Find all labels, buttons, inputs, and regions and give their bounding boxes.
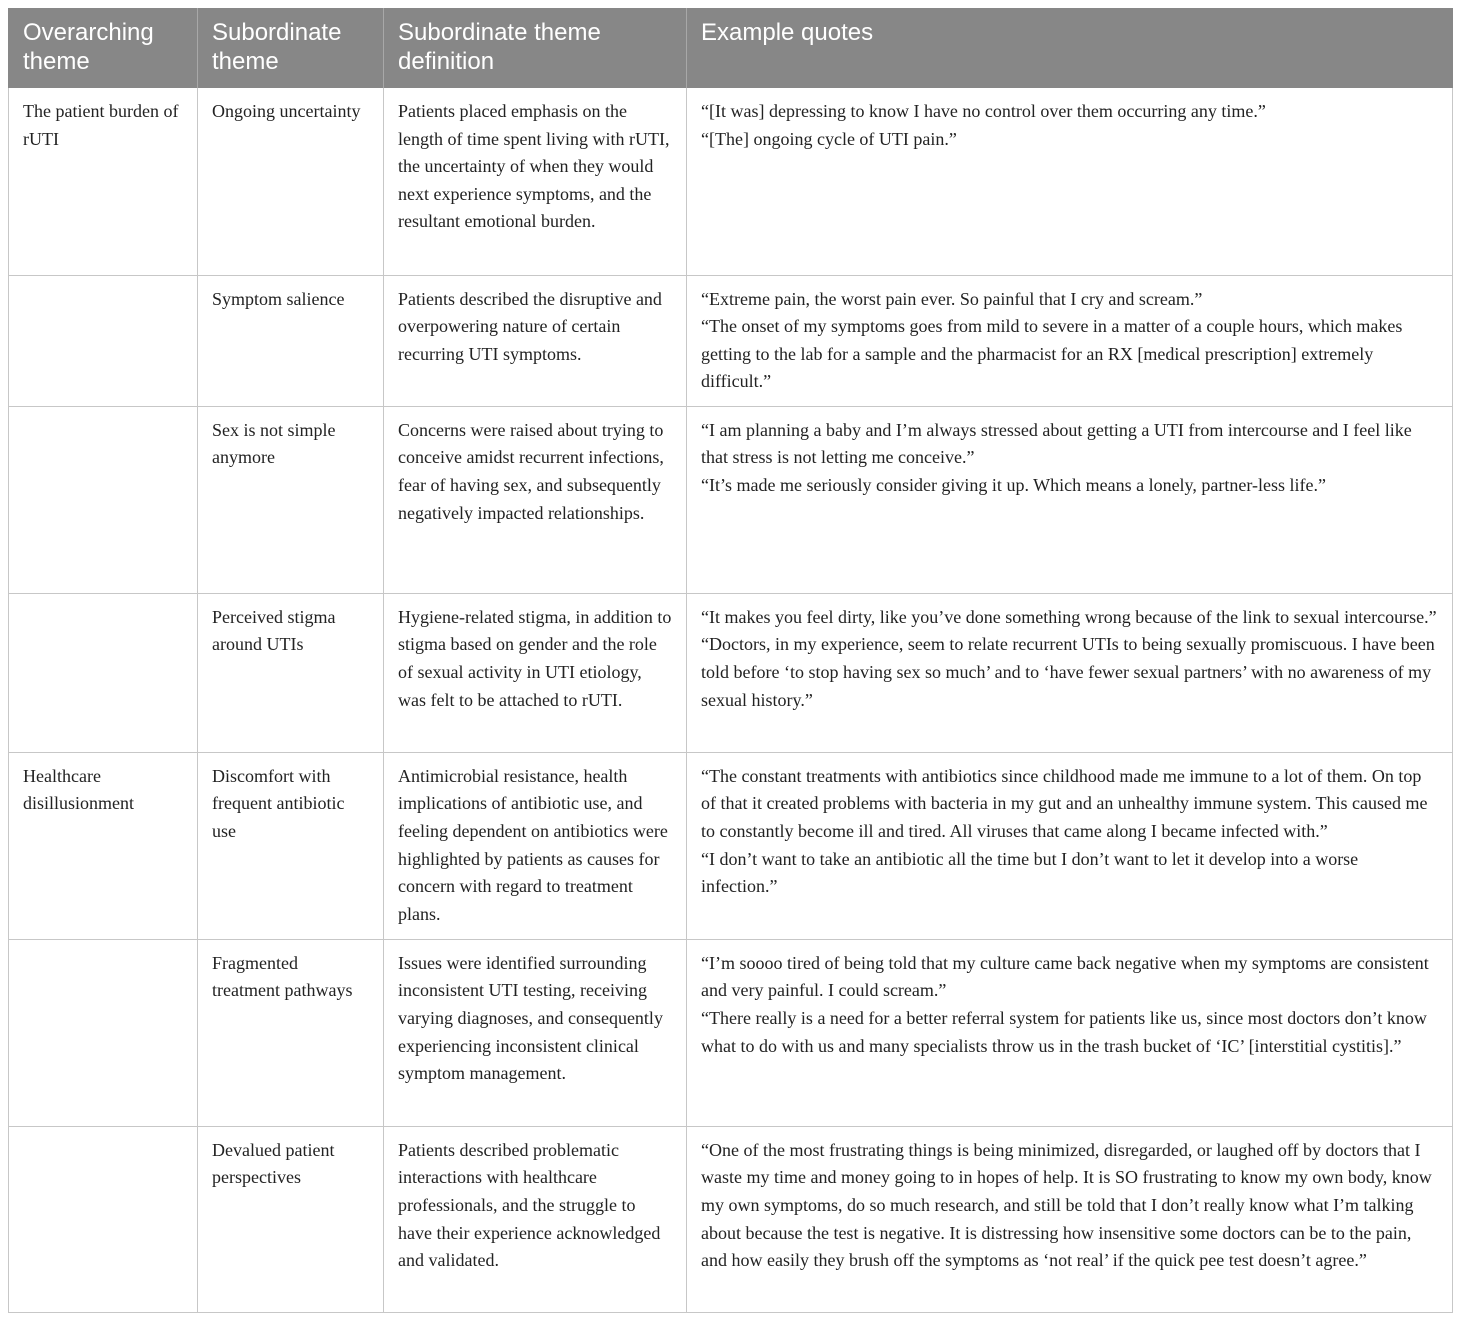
table-row xyxy=(9,88,1453,275)
quote: “I am planning a baby and I’m always stressed about getting a UTI from intercourse and I feel like that stress is not letting me conceive.” xyxy=(701,419,1412,468)
example-quotes-cell xyxy=(687,88,1453,275)
example-quotes-cell xyxy=(687,752,1453,939)
quote: “[The] ongoing cycle of UTI pain.” xyxy=(701,128,957,149)
overarching-theme-cell xyxy=(9,939,198,1126)
table-row xyxy=(9,752,1453,939)
table-row xyxy=(9,593,1453,752)
header-example-quotes: Example quotes xyxy=(687,8,1453,88)
theme-definition-cell: Antimicrobial resistance, health implications of antibiotic use, and feeling dependent on antibiotics were highlighted by patients as causes for concern with regard to treatment plans. xyxy=(384,752,687,939)
quote: “I don’t want to take an antibiotic all the time but I don’t want to let it develop into a worse infection.” xyxy=(701,848,1359,897)
example-quotes-cell xyxy=(687,406,1453,593)
example-quotes-cell xyxy=(687,939,1453,1126)
quote: “The constant treatments with antibiotics since childhood made me immune to a lot of them. On top of that it created problems with bacteria in my gut and an unhealthy immune system. This caused me to constantly become ill and tired. All viruses that came along I became infected with.” xyxy=(701,765,1428,842)
quote: “One of the most frustrating things is being minimized, disregarded, or laughed off by doctors that I waste my time and money going to in hopes of help. It is SO frustrating to know my own body, know my own symptoms, do so much research, and still be told that I don’t really know what I’m talking about because the test is negative. It is distressing how insensitive some doctors can be to the pain, and how easily they brush off the symptoms as ‘not real’ if the quick pee test doesn’t agree.” xyxy=(701,1139,1432,1271)
table-row xyxy=(9,406,1453,593)
table-row xyxy=(9,939,1453,1126)
theme-definition-cell: Patients placed emphasis on the length of time spent living with rUTI, the uncertainty of when they would next experience symptoms, and the resultant emotional burden. xyxy=(384,88,687,275)
theme-definition-cell: Hygiene-related stigma, in addition to stigma based on gender and the role of sexual activity in UTI etiology, was felt to be attached to rUTI. xyxy=(384,593,687,752)
example-quotes-cell xyxy=(687,1126,1453,1312)
quote: “Doctors, in my experience, seem to relate recurrent UTIs to being sexually promiscuous. I have been told before ‘to stop having sex so much’ and to ‘have fewer sexual partners’ with no awareness of my sexual history.” xyxy=(701,634,1435,710)
quote: “I’m soooo tired of being told that my culture came back negative when my symptoms are consistent and very painful. I could scream.” xyxy=(701,952,1429,1001)
subordinate-theme-cell: Symptom salience xyxy=(198,275,384,406)
table-row xyxy=(9,275,1453,406)
quote: “There really is a need for a better referral system for patients like us, since most doctors don’t know what to do with us and many specialists throw us in the trash bucket of ‘IC’ [interstitial cystitis].” xyxy=(701,1008,1427,1056)
overarching-theme-cell xyxy=(9,406,198,593)
overarching-theme-cell: The patient burden of rUTI xyxy=(9,88,198,275)
header-theme-definition: Subordinate theme definition xyxy=(384,8,687,88)
table-body xyxy=(9,88,1453,1312)
quote: “It makes you feel dirty, like you’ve done something wrong because of the link to sexual intercourse.” xyxy=(701,606,1437,627)
overarching-theme-cell xyxy=(9,275,198,406)
quote: “Extreme pain, the worst pain ever. So painful that I cry and scream.” xyxy=(701,288,1203,309)
theme-definition-cell: Patients described the disruptive and overpowering nature of certain recurring UTI symptoms. xyxy=(384,275,687,406)
example-quotes-cell xyxy=(687,593,1453,752)
table-header xyxy=(9,8,1453,88)
overarching-theme-cell xyxy=(9,593,198,752)
theme-definition-cell: Issues were identified surrounding inconsistent UTI testing, receiving varying diagnoses, and consequently experiencing inconsistent clinical symptom management. xyxy=(384,939,687,1126)
subordinate-theme-cell: Discomfort with frequent antibiotic use xyxy=(198,752,384,939)
subordinate-theme-cell: Sex is not simple anymore xyxy=(198,406,384,593)
quote: “[It was] depressing to know I have no control over them occurring any time.” xyxy=(701,101,1266,121)
subordinate-theme-cell: Fragmented treatment pathways xyxy=(198,939,384,1126)
subordinate-theme-cell: Perceived stigma around UTIs xyxy=(198,593,384,752)
theme-definition-cell: Patients described problematic interactions with healthcare professionals, and the struggle to have their experience acknowledged and validated. xyxy=(384,1126,687,1312)
header-subordinate-theme: Subordinate theme xyxy=(198,8,384,88)
quote: “The onset of my symptoms goes from mild to severe in a matter of a couple hours, which makes getting to the lab for a sample and the pharmacist for an RX [medical prescription] extremely difficult.” xyxy=(701,316,1403,392)
subordinate-theme-cell: Ongoing uncertainty xyxy=(198,88,384,275)
subordinate-theme-cell: Devalued patient perspectives xyxy=(198,1126,384,1312)
themes-table xyxy=(8,8,1453,1313)
overarching-theme-cell: Healthcare disillusionment xyxy=(9,752,198,939)
header-row xyxy=(9,8,1453,88)
header-overarching-theme: Overarching theme xyxy=(9,8,198,88)
theme-definition-cell: Concerns were raised about trying to conceive amidst recurrent infections, fear of having sex, and subsequently negatively impacted relationships. xyxy=(384,406,687,593)
quote: “It’s made me seriously consider giving it up. Which means a lonely, partner-less life.” xyxy=(701,475,1326,496)
table-row xyxy=(9,1126,1453,1312)
overarching-theme-cell xyxy=(9,1126,198,1312)
example-quotes-cell xyxy=(687,275,1453,406)
